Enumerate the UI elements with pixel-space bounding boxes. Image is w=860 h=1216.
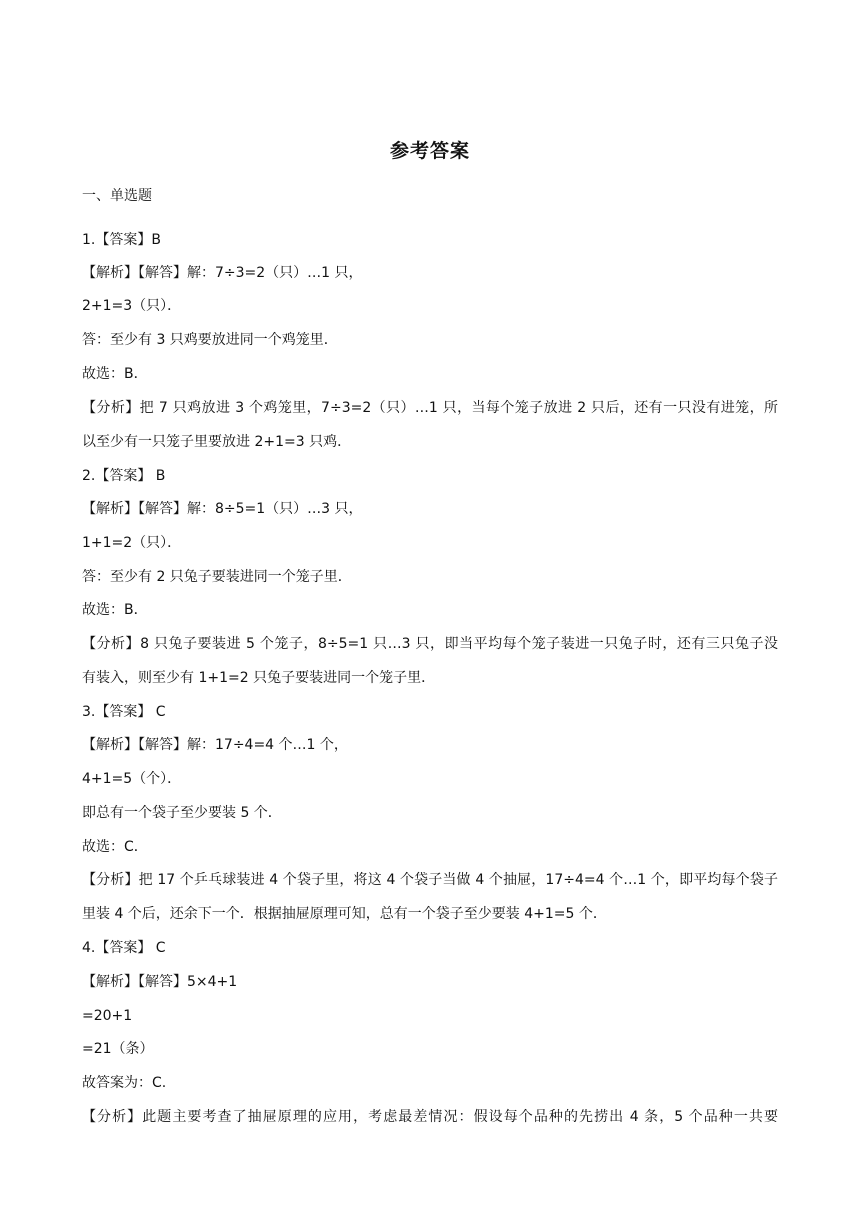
q3-answer: 3.【答案】 C [82,704,166,720]
q3-choice: 故选：C． [82,839,148,855]
section-heading: 一、单选题 [82,188,152,204]
q2-analysis-line-2: 有装入，则至少有 1+1=2 只兔子要装进同一个笼子里． [82,670,436,686]
q2-answer: 2.【答案】 B [82,468,166,484]
q1-calculation: 2+1=3（只）． [82,298,182,314]
page-title: 参考答案 [389,140,470,162]
q2-reply: 答：至少有 2 只兔子要装进同一个笼子里． [82,569,352,585]
q1-analysis-line-1: 【分析】把 7 只鸡放进 3 个鸡笼里，7÷3=2（只）…1 只，当每个笼子放进 2 只后，还有一只没有进笼，所 [82,400,778,416]
q3-analysis-line-1: 【分析】把 17 个乒乓球装进 4 个袋子里，将这 4 个袋子当做 4 个抽屉，17÷4=4 个…1 个，即平均每个袋子 [82,872,778,888]
q1-analysis-line-2: 以至少有一只笼子里要放进 2+1=3 只鸡． [82,434,352,450]
q1-reply: 答：至少有 3 只鸡要放进同一个鸡笼里． [82,332,338,348]
q3-calculation: 4+1=5（个）． [82,771,182,787]
q2-calculation: 1+1=2（只）． [82,535,182,551]
q2-analysis-line-1: 【分析】8 只兔子要装进 5 个笼子，8÷5=1 只…3 只，即当平均每个笼子装进一只兔子时，还有三只兔子没 [82,636,778,652]
q1-explanation: 【解析】【解答】解：7÷3=2（只）…1 只， [82,265,363,281]
q4-explanation: 【解析】【解答】5×4+1 [82,974,238,990]
q4-choice: 故答案为：C. [82,1075,167,1091]
q2-explanation: 【解析】【解答】解：8÷5=1（只）…3 只， [82,501,363,517]
q4-step-1: =20+1 [82,1008,133,1024]
q3-explanation: 【解析】【解答】解：17÷4=4 个…1 个， [82,737,348,753]
q1-choice: 故选：B． [82,366,148,382]
q2-choice: 故选：B． [82,602,148,618]
q3-analysis-line-2: 里装 4 个后，还余下一个．根据抽屉原理可知，总有一个袋子至少要装 4+1=5 个． [82,906,607,922]
q4-answer: 4.【答案】 C [82,940,166,956]
q4-analysis-line-1: 【分析】此题主要考查了抽屉原理的应用，考虑最差情况：假设每个品种的先捞出 4 条，5 个品种一共要 [82,1109,778,1125]
q4-step-2: =21（条） [82,1041,154,1057]
q1-answer: 1.【答案】B [82,232,161,248]
q3-reply: 即总有一个袋子至少要装 5 个． [82,805,282,821]
